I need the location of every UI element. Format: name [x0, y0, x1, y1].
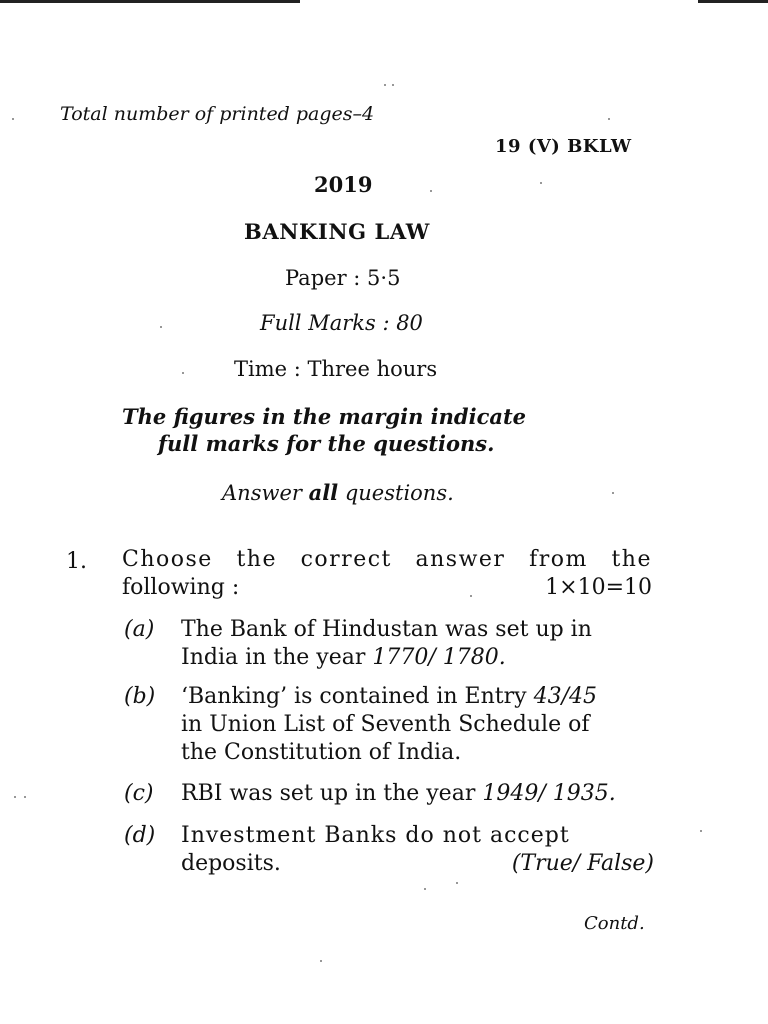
scan-speck: [430, 190, 432, 192]
answer-bold: all: [308, 480, 339, 505]
stem-word: answer: [415, 547, 506, 572]
item-body: [181, 616, 654, 672]
scan-edge-line: [698, 0, 768, 3]
item-line: Investment Banks do not accept: [181, 823, 570, 848]
scan-speck: [612, 492, 614, 494]
item-label: (d): [124, 823, 156, 848]
subject-title: BANKING LAW: [244, 219, 430, 244]
item-options: 1770/ 1780.: [372, 645, 506, 670]
question-stem-line2: [122, 574, 652, 602]
item-label: (b): [124, 684, 156, 709]
scan-speck: [14, 796, 16, 798]
scan-speck: [384, 84, 386, 86]
item-text: RBI was set up in the year: [181, 781, 483, 806]
scan-speck: [24, 796, 26, 798]
paper-code: 19 (V) BKLW: [495, 136, 632, 157]
item-line: [181, 850, 654, 878]
item-text: ‘Banking’ is contained in Entry: [181, 684, 534, 709]
scan-speck: [424, 888, 426, 890]
margin-instruction-line1: The figures in the margin indicate: [122, 404, 527, 429]
item-line: in Union List of Seventh Schedule of: [181, 712, 590, 737]
margin-instruction-line2: full marks for the questions.: [158, 431, 495, 456]
item-options: 1949/ 1935.: [482, 781, 616, 806]
item-line: the Constitution of India.: [181, 740, 462, 765]
answer-suffix: questions.: [338, 481, 454, 505]
item-label: (c): [124, 781, 154, 806]
question-stem-line1: [122, 546, 652, 574]
full-marks: Full Marks : 80: [260, 311, 423, 335]
item-line: [181, 780, 654, 808]
item-options: (True/ False): [511, 851, 654, 876]
margin-instruction: [122, 403, 526, 457]
item-line: The Bank of Hindustan was set up in: [181, 617, 592, 642]
scan-speck: [456, 882, 458, 884]
scan-speck: [700, 830, 702, 832]
printed-pages-note: Total number of printed pages–4: [60, 103, 375, 125]
exam-year: 2019: [314, 172, 373, 197]
scan-speck: [320, 960, 322, 962]
scan-edge-line: [0, 0, 300, 3]
scan-speck: [392, 84, 394, 86]
answer-all-instruction: [222, 480, 454, 505]
scan-speck: [608, 118, 610, 120]
stem-word: from: [529, 547, 588, 572]
stem-word: the: [236, 547, 277, 572]
question-number: 1.: [66, 549, 87, 574]
answer-prefix: Answer: [222, 481, 309, 505]
continued-note: Contd.: [584, 913, 645, 934]
scan-speck: [182, 372, 184, 374]
question-marks: 1×10=10: [545, 575, 652, 600]
item-text: India in the year: [181, 645, 373, 670]
item-line: [181, 683, 654, 711]
time-allowed: Time : Three hours: [234, 357, 438, 381]
item-line: [181, 644, 654, 672]
item-options: 43/45: [533, 684, 597, 709]
question-stem: [122, 546, 652, 602]
stem-word: Choose: [122, 547, 213, 572]
stem-following: following :: [122, 575, 240, 600]
scan-speck: [540, 182, 542, 184]
item-text: deposits.: [181, 851, 281, 876]
paper-number: Paper : 5·5: [285, 266, 401, 290]
scan-speck: [470, 595, 472, 597]
item-body: [181, 822, 654, 878]
item-body: [181, 780, 654, 808]
stem-word: correct: [300, 547, 392, 572]
item-label: (a): [124, 617, 155, 642]
stem-word: the: [611, 547, 652, 572]
scan-speck: [12, 118, 14, 120]
scan-speck: [160, 326, 162, 328]
item-body: [181, 683, 654, 767]
